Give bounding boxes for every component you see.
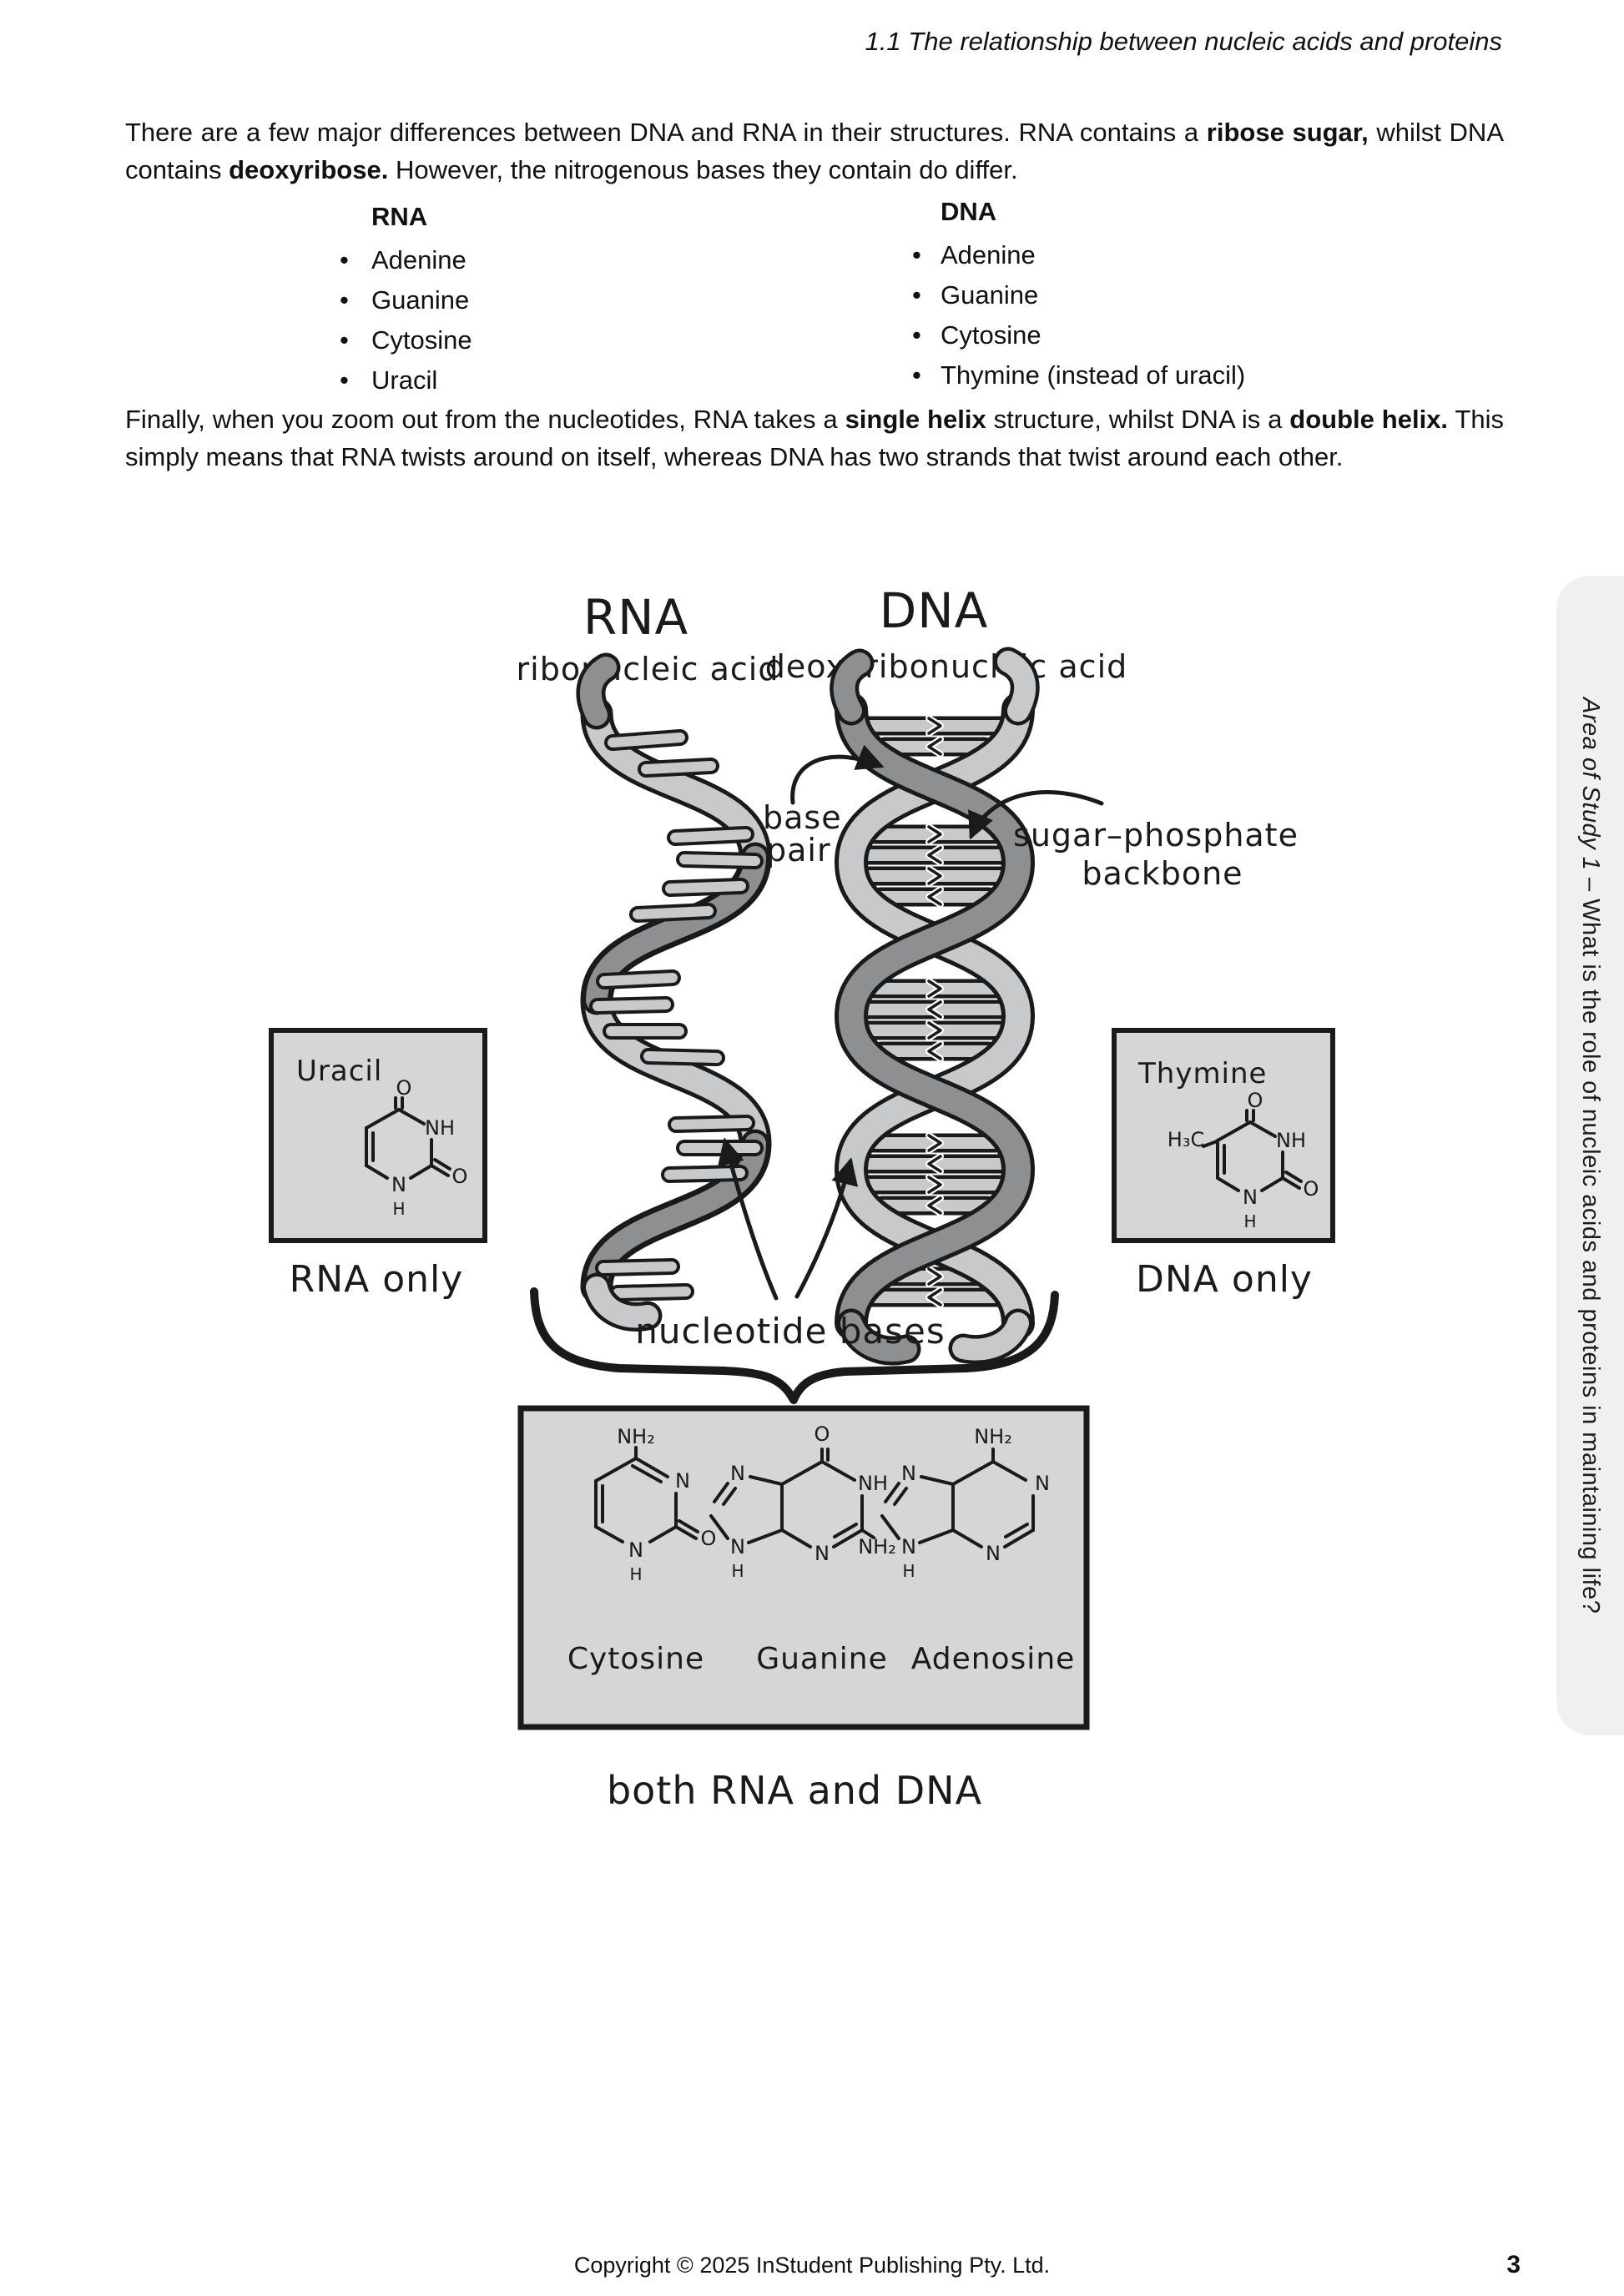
guanine-name: Guanine xyxy=(756,1642,888,1676)
list-item xyxy=(340,240,472,280)
uracil-caption: RNA only xyxy=(289,1258,464,1301)
atom-label: O xyxy=(700,1527,717,1550)
atom-label: N xyxy=(986,1542,1001,1565)
atom-label: N xyxy=(815,1542,830,1565)
intro-text-3: However, the nitrogenous bases they contain do differ. xyxy=(388,155,1018,184)
nucleotide-bases-label: nucleotide bases xyxy=(635,1311,946,1352)
dna-rna-comparison-diagram xyxy=(209,551,1460,1852)
list-item-label: Guanine xyxy=(941,280,1039,310)
atom-label: O xyxy=(396,1076,412,1100)
thymine-box-title: Thymine xyxy=(1138,1057,1268,1090)
closing-text-3: This simply means that RNA twists around on itself, whereas DNA has two strands that twist around each other. xyxy=(125,405,1504,471)
atom-label: NH xyxy=(858,1472,888,1495)
backbone-label-line1: sugar–phosphate xyxy=(1013,817,1299,853)
atom-label: N xyxy=(628,1538,643,1562)
dna-subtitle: deoxyribonucleic acid xyxy=(764,648,1128,685)
dna-base-list xyxy=(912,197,1245,395)
intro-paragraph xyxy=(125,113,1504,189)
atom-label: NH₂ xyxy=(617,1425,655,1448)
sidebar-label-italic: Area of Study 1 xyxy=(1577,697,1604,871)
atom-label: N xyxy=(675,1469,690,1493)
list-item-label: Cytosine xyxy=(371,325,472,355)
atom-label: N xyxy=(901,1462,916,1485)
list-item-label: Adenine xyxy=(371,245,467,274)
closing-bold-double-helix: double helix. xyxy=(1289,405,1449,434)
base-pair-label-line2: pair xyxy=(766,832,831,869)
list-item-label: Cytosine xyxy=(941,320,1041,350)
list-item-label: Guanine xyxy=(371,285,470,315)
shared-bases-box xyxy=(521,1408,1087,1727)
closing-text-1: Finally, when you zoom out from the nucleotides, RNA takes a xyxy=(125,405,845,434)
rna-title: RNA xyxy=(583,589,689,646)
atom-label: H xyxy=(902,1561,915,1581)
list-item-label: Thymine (instead of uracil) xyxy=(941,360,1246,390)
base-pair-label-line1: base xyxy=(763,799,842,836)
copyright-notice: Copyright © 2025 InStudent Publishing Pty. Ltd. xyxy=(573,2253,1051,2278)
atom-label: H xyxy=(731,1561,744,1581)
atom-label: N xyxy=(1035,1472,1050,1495)
list-item xyxy=(340,360,472,400)
list-item xyxy=(912,275,1245,315)
atom-label: NH xyxy=(425,1116,455,1140)
rna-base-list xyxy=(340,202,472,400)
backbone-label-line2: backbone xyxy=(1082,855,1243,892)
list-item xyxy=(912,315,1245,355)
rna-list-items xyxy=(340,240,472,400)
dna-title: DNA xyxy=(879,582,989,639)
list-item-label: Adenine xyxy=(941,240,1036,269)
page-number: 3 xyxy=(1506,2251,1521,2278)
dna-helix-illustration xyxy=(851,709,1018,1323)
list-item xyxy=(340,320,472,360)
sidebar-label xyxy=(1576,697,1604,1614)
atom-label: NH₂ xyxy=(974,1425,1012,1448)
cytosine-name: Cytosine xyxy=(567,1642,705,1676)
atom-label: N xyxy=(391,1173,406,1196)
atom-label: O xyxy=(451,1165,468,1188)
shared-bases-caption: both RNA and DNA xyxy=(606,1768,983,1813)
atom-label: NH₂ xyxy=(858,1535,896,1558)
closing-paragraph xyxy=(125,400,1504,476)
atom-label: N xyxy=(730,1462,745,1485)
atom-label: N xyxy=(901,1535,916,1558)
rna-helix-illustration xyxy=(597,713,755,1293)
intro-bold-deoxyribose: deoxyribose. xyxy=(229,155,389,184)
thymine-caption: DNA only xyxy=(1136,1258,1313,1301)
closing-text-2: structure, whilst DNA is a xyxy=(986,405,1290,434)
rna-subtitle: ribonucleic acid xyxy=(516,651,779,687)
intro-bold-ribose: ribose sugar, xyxy=(1206,118,1369,147)
list-item xyxy=(912,355,1245,395)
atom-label: N xyxy=(730,1535,745,1558)
atom-label: H xyxy=(629,1564,643,1584)
intro-text-1: There are a few major differences between DNA and RNA in their structures. RNA contains a xyxy=(125,118,1207,147)
intro-text-2: whilst DNA contains xyxy=(125,118,1504,184)
list-item xyxy=(912,235,1245,275)
list-item-label: Uracil xyxy=(371,365,438,395)
sidebar-label-rest: – What is the role of nucleic acids and proteins in maintaining life? xyxy=(1577,870,1604,1614)
atom-label: H₃C xyxy=(1167,1128,1205,1151)
rna-list-title: RNA xyxy=(371,202,428,231)
closing-bold-single-helix: single helix xyxy=(845,405,986,434)
dna-list-title: DNA xyxy=(941,197,997,226)
section-header: 1.1 The relationship between nucleic acids and proteins xyxy=(865,27,1502,56)
adenosine-name: Adenosine xyxy=(910,1642,1076,1676)
dna-list-items xyxy=(912,235,1245,395)
atom-label: O xyxy=(814,1422,830,1446)
uracil-box-title: Uracil xyxy=(296,1055,383,1088)
atom-label: H xyxy=(392,1199,406,1219)
list-item xyxy=(340,280,472,320)
area-of-study-sidebar-tab xyxy=(1556,576,1624,1735)
